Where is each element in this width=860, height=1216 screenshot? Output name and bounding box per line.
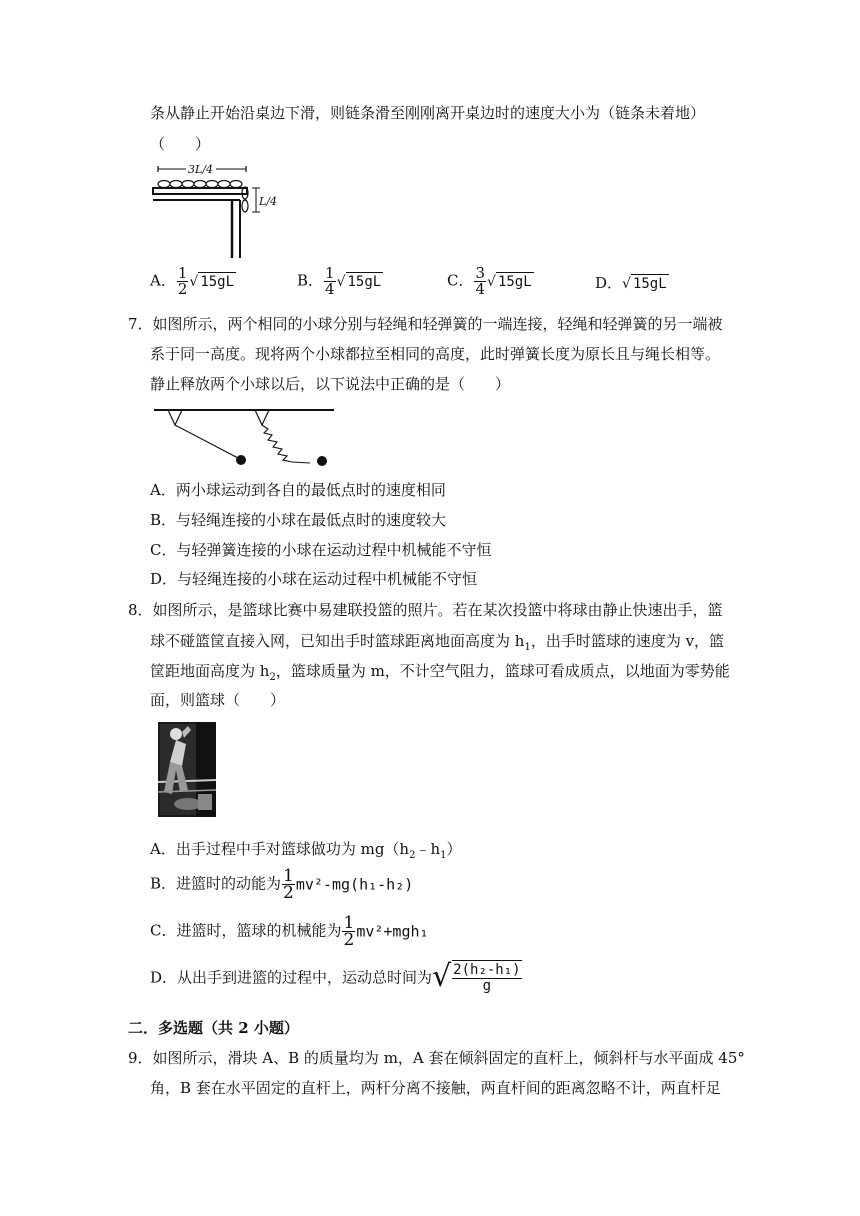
q6-option-c[interactable]: C． $\frac{3}{4}$ √ 15gL: [447, 264, 532, 298]
q8-option-d[interactable]: D．从出手到进篮的过程中，运动总时间为√ $\frac{\text{2(h₂-h₁)}}{g}$: [150, 959, 521, 994]
q8-text-line4: 面，则篮球（ ）: [150, 691, 286, 709]
q7-text-line1: 7．如图所示，两个相同的小球分别与轻绳和轻弹簧的一端连接，轻绳和轻弹簧的另一端被: [128, 315, 723, 333]
q7-option-d[interactable]: D．与轻绳连接的小球在运动过程中机械能不守恒: [150, 570, 478, 588]
fraction: $\frac{1}{2}$: [177, 264, 188, 298]
basketball-photo: [158, 722, 216, 817]
q6-option-d[interactable]: D．√ 15gL: [595, 274, 667, 292]
q7-text-line2: 系于同一高度。现将两个小球都拉至相同的高度，此时弹簧长度为原长且与绳长相等。: [150, 345, 721, 363]
q6-text-line2: （ ）: [150, 135, 211, 153]
q6-text-line1: 条从静止开始沿桌边下滑，则链条滑至刚刚离开桌边时的速度大小为（链条未着地）: [150, 104, 706, 122]
q8-option-b[interactable]: B．进篮时的动能为 $\frac{1}{2}$ mv²-mg(h₁-h₂): [150, 866, 414, 903]
q7-pendulum-figure: [150, 405, 340, 470]
q7-text-line3: 静止释放两个小球以后，以下说法中正确的是（ ）: [150, 375, 511, 393]
section-title-multiple-choice: 二．多选题（共 2 小题）: [128, 1019, 299, 1037]
q8-text-line1: 8．如图所示，是篮球比赛中易建联投篮的照片。若在某次投篮中将球由静止快速出手，篮: [128, 601, 723, 619]
sqrt-expression: √ 15gL: [487, 273, 532, 290]
fraction: $\frac{1}{2}$: [343, 913, 355, 950]
sqrt-expression: √ 15gL: [189, 273, 235, 290]
sqrt-expression: √ 15gL: [336, 273, 382, 290]
sqrt-sign: √: [432, 959, 452, 994]
q9-text-line1: 9．如图所示，滑块 A、B 的质量均为 m，A 套在倾斜固定的直杆上，倾斜杆与水平面成 45°: [128, 1049, 745, 1067]
q6-label-l4: L/4: [259, 195, 278, 208]
q6-option-a[interactable]: A． $\frac{1}{2}$ √ 15gL: [150, 264, 235, 298]
fraction: $\frac{1}{2}$: [283, 866, 294, 903]
fraction: $\frac{1}{4}$: [325, 264, 335, 298]
q7-option-b[interactable]: B．与轻绳连接的小球在最低点时的速度较大: [150, 511, 447, 529]
q6-option-b[interactable]: B． $\frac{1}{4}$ √ 15gL: [297, 264, 382, 298]
q8-text-line3: 筐距地面高度为 $h_2$，篮球质量为 m，不计空气阻力，篮球可看成质点，以地面为零势能: [150, 662, 730, 683]
q8-option-c[interactable]: C．进篮时，篮球的机械能为 $\frac{1}{2}$ mv²+mgh₁: [150, 913, 429, 950]
q6-chain-figure: [150, 160, 280, 260]
q8-option-a[interactable]: A．出手过程中手对篮球做功为 $mg(h_2﹣h_1)$: [150, 840, 462, 861]
q7-option-a[interactable]: A．两小球运动到各自的最低点时的速度相同: [150, 481, 446, 499]
q8-text-line2: 球不碰篮筐直接入网，已知出手时篮球距离地面高度为 $h_1$，出手时篮球的速度为 v，篮: [150, 632, 725, 653]
q6-label-3l4: 3L/4: [188, 163, 214, 176]
q9-text-line2: 角，B 套在水平固定的直杆上，两杆分离不接触，两直杆间的距离忽略不计，两直杆足: [150, 1079, 721, 1097]
fraction: $\frac{3}{4}$: [475, 264, 486, 298]
fraction: $\frac{\text{2(h₂-h₁)}}{g}$: [453, 962, 521, 994]
q7-option-c[interactable]: C．与轻弹簧连接的小球在运动过程中机械能不守恒: [150, 541, 492, 559]
sqrt-expression: √ 15gL: [622, 276, 667, 292]
